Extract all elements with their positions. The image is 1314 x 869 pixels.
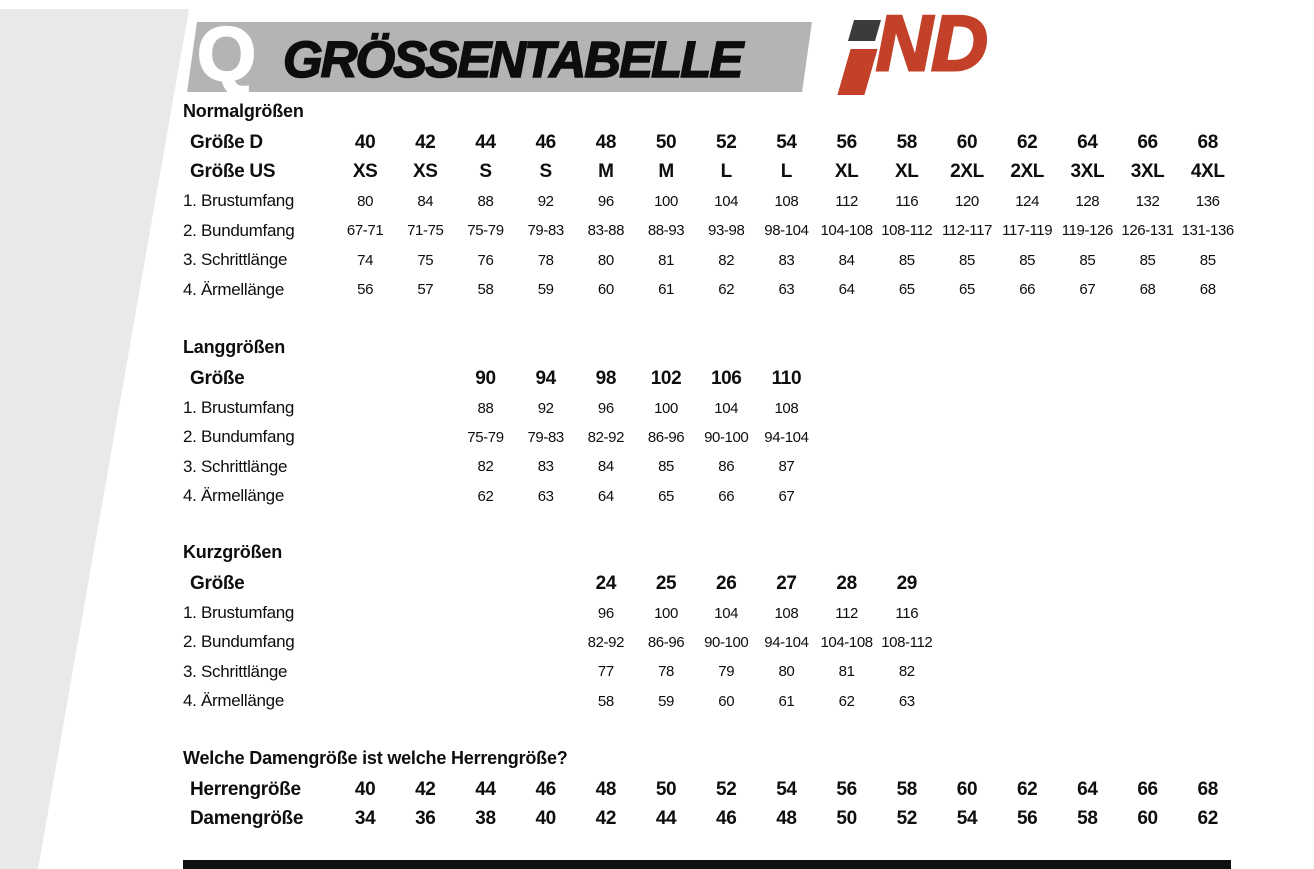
table-cell: 74 [357,251,374,269]
table-cell: 83 [537,458,554,476]
table-cell: 68 [1197,131,1218,153]
table-cell: 96 [597,192,614,210]
table-cell: 87 [778,458,795,476]
table-cell: 108 [774,399,799,417]
table-cell: XS [352,161,378,183]
table-row [183,452,1238,481]
table-cell: 56 [836,778,857,800]
table-cell: 64 [1077,778,1098,800]
table-cell: 65 [959,281,975,299]
table-cell: 27 [776,572,797,594]
table-cell: 126-131 [1121,222,1174,240]
table-cell: 25 [655,572,677,594]
table-cell: 71-75 [407,222,444,240]
page-title: GRÖSSENTABELLE [283,31,742,88]
table-cell: 78 [658,663,674,681]
table-cell: 58 [896,131,917,153]
table-cell: 60 [956,131,978,153]
table-cell: 2XL [1010,161,1044,183]
table-cell: 85 [898,251,915,269]
table-cell: L [720,161,732,183]
table-cell: 58 [1077,808,1098,830]
table-cell: 86-96 [647,428,685,446]
table-cell: 44 [475,131,496,153]
table-cell: 100 [654,604,678,622]
table-cell: 67 [1079,281,1096,299]
table-cell: 85 [1139,251,1156,269]
table-cell: 85 [959,251,975,269]
table-cell: 78 [537,251,554,269]
table-cell: 100 [654,192,678,210]
table-cell: 42 [415,778,436,800]
table-cell: 92 [537,399,554,417]
table-cell: 102 [650,367,682,389]
section-title: Welche Damengröße ist welche Herrengröße? [183,748,568,768]
table-cell: 61 [658,281,674,299]
table-cell: 68 [1199,281,1216,299]
row-label: 3. Schrittlänge [183,250,288,270]
table-cell: 128 [1075,192,1100,210]
table-cell: 44 [655,808,677,830]
table-cell: 62 [1016,131,1038,153]
table-cell: 110 [771,367,802,389]
table-cell: 46 [535,131,556,153]
table-cell: L [780,161,793,183]
table-cell: 82 [898,663,915,681]
table-section [183,100,1238,304]
table-cell: 56 [357,281,374,299]
table-cell: 50 [655,131,677,153]
table-section [183,541,1238,716]
table-cell: S [479,161,492,183]
table-section [183,336,1238,511]
row-label: Größe [190,572,245,594]
table-cell: 116 [895,604,919,622]
row-label: 1. Brustumfang [183,603,295,623]
table-cell: XL [834,161,859,183]
table-cell: 84 [838,251,855,269]
table-cell: 108 [774,604,799,622]
table-cell: 108-112 [881,222,933,240]
table-cell: 85 [658,458,674,476]
table-cell: 84 [417,192,434,210]
table-cell: 54 [956,808,978,830]
table-cell: 60 [956,778,978,800]
table-cell: 59 [537,281,554,299]
table-row [183,687,1238,716]
table-cell: 44 [475,778,496,800]
table-cell: 85 [1199,251,1216,269]
table-cell: 24 [595,572,617,594]
table-row [183,598,1238,627]
row-label: Größe [190,367,245,389]
table-cell: 85 [1079,251,1096,269]
table-cell: 56 [1016,808,1038,830]
table-cell: 86 [718,458,735,476]
table-cell: 29 [896,572,917,594]
table-cell: 81 [838,663,855,681]
row-label: Damengröße [190,808,304,830]
table-cell: 92 [537,192,554,210]
table-cell: 90-100 [704,428,749,446]
section-title: Kurzgrößen [183,542,282,562]
table-cell: 63 [898,692,915,710]
table-cell: 3XL [1130,161,1165,183]
table-cell: XL [895,161,919,183]
table-cell: 60 [1137,808,1158,830]
row-label: 4. Ärmellänge [183,486,284,506]
table-cell: 75-79 [467,428,504,446]
table-cell: 52 [716,131,737,153]
table-cell: 104 [714,192,739,210]
table-cell: 68 [1139,281,1156,299]
table-cell: 83 [778,251,795,269]
table-cell: 62 [477,487,494,505]
table-cell: 50 [655,778,677,800]
row-label: 4. Ärmellänge [183,279,284,299]
table-cell: 82-92 [587,428,625,446]
table-cell: 58 [477,281,494,299]
table-row [183,628,1238,657]
table-cell: 62 [718,281,735,299]
table-cell: 136 [1195,192,1220,210]
table-row [183,569,1238,598]
table-cell: 54 [776,778,797,800]
table-cell: 100 [654,399,678,417]
table-cell: 52 [896,808,917,830]
table-cell: 63 [537,487,554,505]
table-cell: 2XL [950,161,984,183]
table-cell: 80 [357,192,374,210]
table-cell: 48 [595,131,617,153]
table-cell: 116 [895,192,919,210]
table-cell: 54 [776,131,797,153]
table-cell: 84 [597,458,614,476]
section-title: Normalgrößen [183,101,304,121]
table-cell: S [539,161,552,183]
table-cell: 117-119 [1002,222,1053,240]
table-cell: 119-126 [1061,222,1113,240]
table-cell: 108-112 [881,633,933,651]
row-label: Größe D [190,131,263,153]
table-cell: 66 [718,487,735,505]
table-cell: 40 [535,808,556,830]
table-cell: 82 [718,251,735,269]
table-cell: 131-136 [1181,222,1234,240]
table-cell: 40 [354,778,376,800]
table-cell: 38 [475,808,496,830]
table-row [183,393,1238,422]
table-cell: 112 [835,192,858,210]
table-cell: 94-104 [764,428,809,446]
row-label: 3. Schrittlänge [183,456,288,476]
table-cell: 50 [836,808,857,830]
table-cell: 42 [595,808,617,830]
table-cell: 83-88 [587,222,625,240]
footer-rule [183,860,1231,869]
table-cell: 88-93 [647,222,685,240]
table-cell: 88 [477,399,494,417]
table-cell: 60 [718,692,735,710]
table-cell: 68 [1197,778,1218,800]
table-cell: 66 [1137,131,1158,153]
table-cell: 112-117 [941,222,992,240]
table-cell: 108 [774,192,799,210]
q-logo: Q [197,12,257,97]
brand-logo-ind [845,0,1025,96]
table-cell: 66 [1019,281,1036,299]
row-label: 1. Brustumfang [183,398,295,418]
table-cell: 80 [778,663,795,681]
table-cell: 75-79 [467,222,504,240]
table-cell: 64 [1077,131,1098,153]
row-label: Größe US [190,161,276,183]
table-section [183,747,1238,834]
row-label: 4. Ärmellänge [183,691,284,711]
table-cell: 104 [714,604,739,622]
table-cell: 64 [597,487,614,505]
table-cell: 46 [716,808,737,830]
table-cell: 85 [1019,251,1036,269]
table-cell: 77 [597,663,614,681]
table-cell: 34 [354,808,376,830]
row-label: 1. Brustumfang [183,191,295,211]
table-cell: M [598,161,614,183]
table-cell: 88 [477,192,494,210]
table-row [183,187,1238,216]
table-row [183,482,1238,511]
table-cell: 4XL [1190,161,1225,183]
table-cell: 28 [836,572,857,594]
table-cell: 62 [1016,778,1038,800]
table-cell: 82-92 [587,633,625,651]
row-label: Herrengröße [190,778,301,800]
table-cell: 52 [716,778,737,800]
table-cell: 120 [955,192,979,210]
table-cell: 90 [475,367,496,389]
table-cell: 112 [835,604,858,622]
table-cell: 46 [535,778,556,800]
table-cell: 61 [778,692,795,710]
table-cell: 81 [658,251,674,269]
table-cell: 48 [595,778,617,800]
table-cell: 93-98 [708,222,745,240]
table-cell: 96 [597,399,614,417]
table-cell: 42 [415,131,436,153]
table-cell: 104-108 [820,633,873,651]
table-cell: 63 [778,281,795,299]
table-cell: 66 [1137,778,1158,800]
table-row [183,216,1238,245]
section-title: Langgrößen [183,337,285,357]
table-cell: 79-83 [527,428,564,446]
table-cell: 94-104 [764,633,809,651]
table-cell: 3XL [1070,161,1105,183]
table-cell: 79-83 [527,222,564,240]
table-cell: 96 [597,604,614,622]
table-cell: 65 [658,487,674,505]
table-cell: 79 [718,663,735,681]
table-cell: 90-100 [704,633,749,651]
table-cell: 132 [1135,192,1160,210]
table-row [183,275,1238,304]
left-diagonal-wedge [0,0,200,869]
table-cell: M [658,161,674,183]
table-cell: 60 [597,281,614,299]
table-cell: 62 [838,692,855,710]
row-label: 2. Bundumfang [183,427,295,447]
table-cell: 56 [836,131,857,153]
table-cell: 26 [716,572,737,594]
table-row [183,423,1238,452]
table-cell: 80 [597,251,614,269]
table-cell: 36 [415,808,436,830]
table-cell: 104-108 [820,222,873,240]
table-cell: 98-104 [764,222,809,240]
row-label: 2. Bundumfang [183,632,295,652]
table-cell: 58 [896,778,917,800]
table-cell: 82 [477,458,494,476]
table-cell: 64 [838,281,855,299]
table-cell: 94 [535,367,556,389]
table-row [183,364,1238,393]
table-cell: 40 [354,131,376,153]
table-cell: 57 [417,281,434,299]
table-cell: 62 [1197,808,1218,830]
table-cell: 67-71 [346,222,384,240]
table-cell: 59 [658,692,674,710]
table-cell: XS [413,161,438,183]
table-cell: 75 [417,251,434,269]
table-cell: 106 [710,367,742,389]
table-cell: 124 [1015,192,1040,210]
table-row [183,128,1238,157]
brand-letters: ND [876,0,987,87]
table-row [183,157,1238,186]
table-row [183,775,1238,804]
brand-i-stem-icon [837,49,877,95]
row-label: 2. Bundumfang [183,220,295,240]
table-cell: 98 [595,367,617,389]
table-cell: 86-96 [647,633,685,651]
row-label: 3. Schrittlänge [183,661,288,681]
table-row [183,657,1238,686]
table-cell: 104 [714,399,739,417]
table-cell: 76 [477,251,494,269]
table-row [183,246,1238,275]
table-cell: 65 [898,281,915,299]
table-row [183,804,1238,833]
table-cell: 58 [597,692,614,710]
table-cell: 48 [776,808,797,830]
table-cell: 67 [778,487,795,505]
